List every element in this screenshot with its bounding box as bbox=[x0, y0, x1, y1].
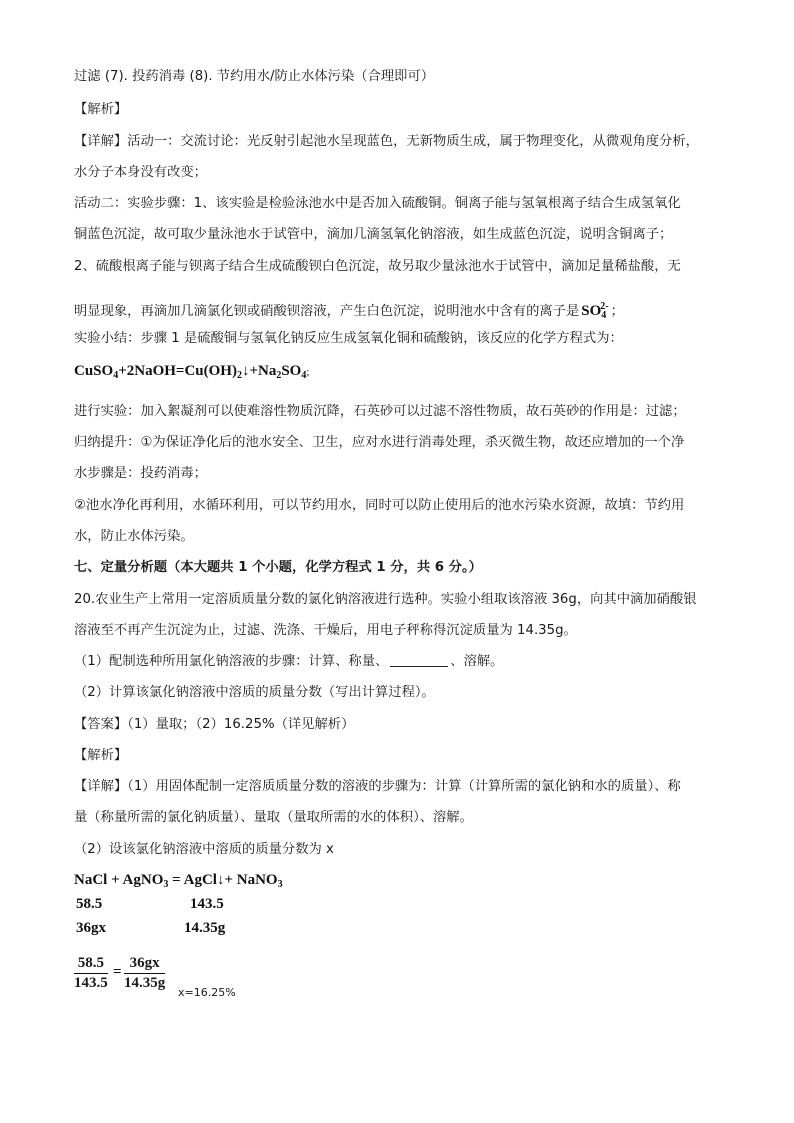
ratio-value: 14.35g bbox=[184, 920, 226, 936]
detail-line: 活动二：实验步骤：1、该实验是检验泳池水中是否加入硫酸铜。铜离子能与氢氧根离子结合生成氢氧化 bbox=[74, 196, 681, 211]
analysis-heading: 【解析】 bbox=[74, 102, 128, 117]
detail-line: 铜蓝色沉淀，故可取少量泳池水于试管中，滴加几滴氢氧化钠溶液，如生成蓝色沉淀，说明含铜离子； bbox=[74, 227, 673, 242]
question-part-2: （2）计算该氯化钠溶液中溶质的质量分数（写出计算过程）。 bbox=[74, 685, 435, 700]
equation-cuso4-naoh: $CuSO_4+2NaOH=Cu(OH)_2↓+Na_2SO_4$; bbox=[74, 363, 310, 381]
question-part-1: （1）配制选种所用氯化钠溶液的步骤：计算、称量、 、溶解。 bbox=[74, 654, 504, 669]
detail-text: ； bbox=[610, 304, 624, 319]
detail-text: 明显现象，再滴加几滴氯化钡或硝酸钡溶液，产生白色沉淀，说明池水中含有的离子是 bbox=[74, 304, 580, 319]
question-text: 20.农业生产上常用一定溶质质量分数的氯化钠溶液进行选种。实验小组取该溶液 36g，向其中滴加硝酸银 bbox=[74, 592, 697, 607]
detail-line: 【详解】（1）用固体配制一定溶质质量分数的溶液的步骤为：计算（计算所需的氯化钠和水的质量）、称 bbox=[74, 779, 681, 794]
sulfate-ion-formula: $SO_4^{2-}$ bbox=[581, 301, 609, 321]
detail-line: 量（称量所需的氯化钠质量）、量取（量取所需的水的体积）、溶解。 bbox=[74, 810, 473, 825]
detail-line: ②池水净化再利用，水循环利用，可以节约用水，同时可以防止使用后的池水污染水资源，故填：节约用 bbox=[74, 498, 685, 513]
ratio-value: 58.5 bbox=[76, 896, 103, 912]
answer-line: 【答案】（1）量取；（2）16.25%（详见解析） bbox=[74, 717, 355, 732]
detail-line: 实验小结：步骤 1 是硫酸铜与氢氧化钠反应生成氢氧化铜和硫酸钠，该反应的化学方程式为： bbox=[74, 331, 623, 346]
answer-blank bbox=[390, 654, 448, 667]
fraction-right: $\frac{36gx}{14.35g}$ bbox=[124, 955, 166, 991]
detail-line: 进行实验：加入絮凝剂可以使难溶性物质沉降，石英砂可以过滤不溶性物质，故石英砂的作用是：过滤； bbox=[74, 404, 686, 419]
answer-continuation: 过滤 (7). 投药消毒 (8). 节约用水/防止水体污染（合理即可） bbox=[74, 69, 435, 84]
section-heading: 七、定量分析题（本大题共 1 个小题，化学方程式 1 分，共 6 分。） bbox=[74, 560, 482, 575]
detail-line: 【详解】活动一：交流讨论：光反射引起池水呈现蓝色，无新物质生成，属于物理变化，从微观角度分析， bbox=[74, 134, 699, 149]
ratio-value: 143.5 bbox=[190, 896, 224, 912]
detail-line: 水步骤是：投药消毒； bbox=[74, 466, 207, 481]
equation-nacl-agno3: NaCl + AgNO$_3$ = AgCl↓+ NaNO$_3$ bbox=[74, 872, 283, 890]
fraction-left: $\frac{58.5}{143.5}$ bbox=[74, 955, 108, 991]
detail-line: 水分子本身没有改变； bbox=[74, 165, 207, 180]
question-text: 溶液至不再产生沉淀为止，过滤、洗涤、干燥后，用电子秤称得沉淀质量为 14.35g。 bbox=[74, 623, 577, 638]
result-text: x=16.25% bbox=[178, 986, 236, 999]
detail-line-ion bbox=[74, 298, 624, 325]
analysis-heading: 【解析】 bbox=[74, 748, 128, 763]
equals-sign: = bbox=[113, 964, 122, 980]
detail-line: （2）设该氯化钠溶液中溶质的质量分数为 x bbox=[74, 842, 334, 857]
detail-line: 水，防止水体污染。 bbox=[74, 529, 194, 544]
detail-line: 2、硫酸根离子能与钡离子结合生成硫酸钡白色沉淀，故另取少量泳池水于试管中，滴加足量稀盐酸，无 bbox=[74, 259, 681, 274]
detail-line: 归纳提升：①为保证净化后的池水安全、卫生，应对水进行消毒处理，杀灭微生物，故还应增加的一个净 bbox=[74, 435, 685, 450]
ratio-value: 36gx bbox=[76, 920, 106, 936]
